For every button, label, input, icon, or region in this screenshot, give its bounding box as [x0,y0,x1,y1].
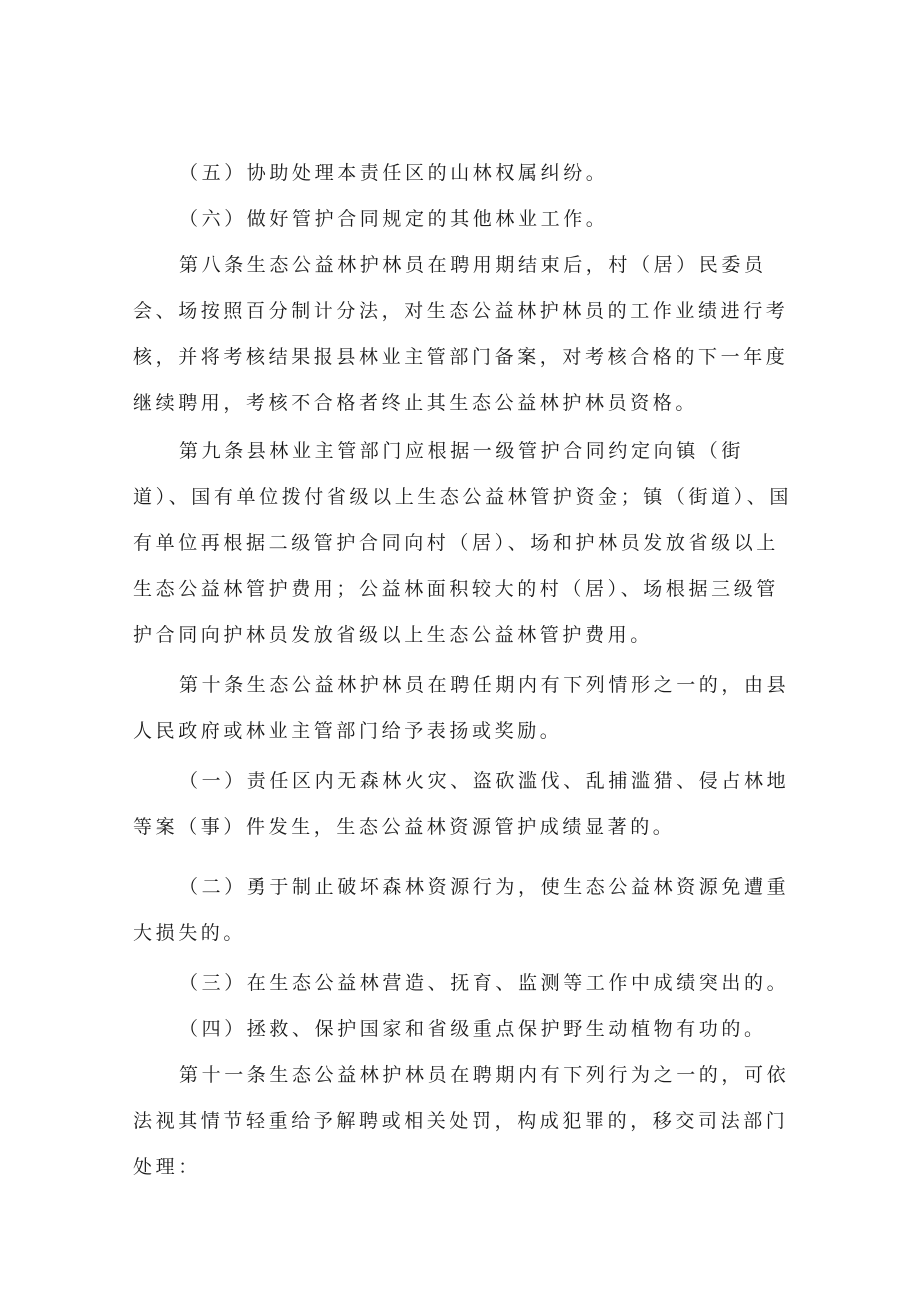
paragraph-reward-3: （三）在生态公益林营造、抚育、监测等工作中成绩突出的。 [179,972,790,994]
paragraph-article-10: 第十条生态公益林护林员在聘任期内有下列情形之一的，由县人民政府或林业主管部门给予表扬或奖励。 [133,674,790,742]
paragraph-article-9: 第九条县林业主管部门应根据一级管护合同约定向镇（街道）、国有单位拨付省级以上生态公益林管护资金；镇（街道）、国有单位再根据二级管护合同向村（居）、场和护林员发放省级以上生态公益林管护费用；公益林面积较大的村（居）、场根据三级管护合同向护林员发放省级以上生态公益林管护费用。 [133,440,793,646]
paragraph-reward-2: （二）勇于制止破坏森林资源行为，使生态公益林资源免遭重大损失的。 [133,876,790,944]
paragraph-reward-1: （一）责任区内无森林火灾、盗砍滥伐、乱捕滥猎、侵占林地等案（事）件发生，生态公益林资源管护成绩显著的。 [133,770,790,838]
paragraph-reward-4: （四）拯救、保护国家和省级重点保护野生动植物有功的。 [179,1018,767,1040]
paragraph-article-11: 第十一条生态公益林护林员在聘期内有下列行为之一的，可依法视其情节轻重给予解聘或相关处罚，构成犯罪的，移交司法部门处理： [133,1064,790,1178]
paragraph-item-6: （六）做好管护合同规定的其他林业工作。 [179,208,609,230]
paragraph-article-8: 第八条生态公益林护林员在聘用期结束后，村（居）民委员会、场按照百分制计分法，对生态公益林护林员的工作业绩进行考核，并将考核结果报县林业主管部门备案，对考核合格的下一年度继续聘用，考核不合格者终止其生态公益林护林员资格。 [133,254,789,414]
paragraph-item-5: （五）协助处理本责任区的山林权属纠纷。 [179,162,609,184]
